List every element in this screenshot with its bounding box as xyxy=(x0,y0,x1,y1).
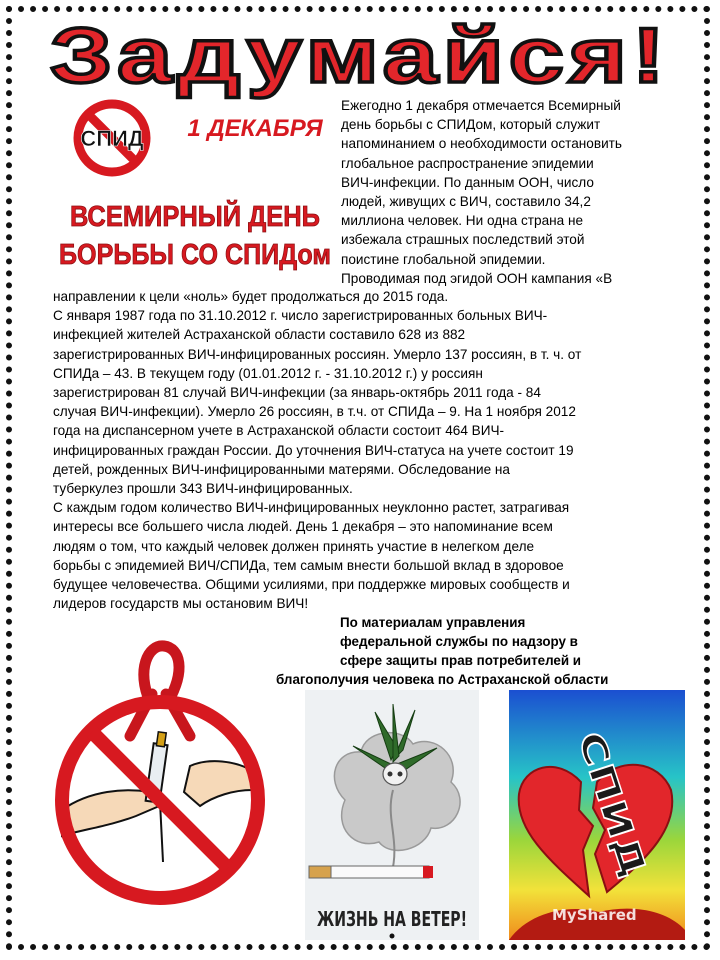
body-line: будущее человечества. Общими усилиями, при поддержке мировых сообществ и xyxy=(53,577,570,593)
source-line: федеральной службы по надзору в xyxy=(340,634,578,649)
intro-line: миллиона человек. Ни одна страна не xyxy=(341,213,584,229)
intro-line: людей, живущих с ВИЧ, составило 34,2 xyxy=(341,194,591,210)
body-line: С января 1987 года по 31.10.2012 г. число зарегистрированных больных ВИЧ- xyxy=(53,308,548,324)
logo-title-line1: ВСЕМИРНЫЙ ДЕНЬ xyxy=(70,201,355,233)
intro-line: поистине глобальной эпидемии. xyxy=(341,251,546,267)
intro-line: Проводимая под эгидой ООН кампания «В xyxy=(341,270,613,286)
intro-line: напоминанием о необходимости остановить xyxy=(341,136,622,152)
world-aids-day-logo xyxy=(50,96,355,286)
red-ribbon-icon xyxy=(130,646,190,736)
body-line: инфицированных граждан России. До уточнения ВИЧ-статуса на учете состоит 19 xyxy=(53,442,574,458)
body-line: зарегистрирован 81 случай ВИЧ-инфекции (за январь-октябрь 2011 года - 84 xyxy=(53,385,541,401)
broken-heart-poster-image xyxy=(509,690,685,940)
body-line: людям о том, что каждый человек должен принять участие в нелегком деле xyxy=(53,538,535,554)
intro-line: Ежегодно 1 декабря отмечается Всемирный xyxy=(341,98,621,113)
intro-line: избежала страшных последствий этой xyxy=(341,232,585,248)
no-drugs-sign-image xyxy=(40,640,278,910)
cigarette-icon xyxy=(309,866,433,878)
poster-caption: ЖИЗНЬ НА ВЕТЕР! xyxy=(317,907,467,931)
watermark: MyShared xyxy=(552,906,637,924)
date-text: 1 ДЕКАБРЯ xyxy=(187,115,323,142)
headline xyxy=(40,12,680,98)
body-line: года на диспансерном учете в Астраханской области состоит 464 ВИЧ- xyxy=(53,423,505,439)
intro-line: ВИЧ-инфекции. По данным ООН, число xyxy=(341,174,594,190)
intro-line: глобальное распространение эпидемии xyxy=(341,155,594,171)
body-text xyxy=(53,287,673,613)
source-attribution xyxy=(276,613,696,689)
body-line: случая ВИЧ-инфекции). Умерло 26 россиян, в т.ч. от СПИДа – 9. На 1 ноября 2012 xyxy=(53,404,576,420)
intro-paragraph xyxy=(341,96,681,288)
body-line: интересы все большего числа людей. День 1 декабря – это напоминание всем xyxy=(53,519,553,535)
no-aids-sign-icon xyxy=(78,104,146,172)
body-line: лидеров государств мы остановим ВИЧ! xyxy=(53,596,309,612)
body-line: инфекцией жителей Астраханской области составило 628 из 882 xyxy=(53,327,466,343)
body-line: зарегистрированных ВИЧ-инфицированных россиян. Умерло 137 россиян, в т. ч. от xyxy=(53,346,582,362)
poster-aids-text: СПИД xyxy=(569,727,642,847)
source-line: сфере защиты прав потребителей и xyxy=(340,653,582,668)
skull-icon xyxy=(383,763,407,785)
body-line: детей, рожденных ВИЧ-инфицированными матерями. Обследование на xyxy=(53,461,510,477)
logo-title-line2: БОРЬБЫ СО СПИДом xyxy=(59,239,331,271)
body-line: СПИДа – 43. В текущем году (01.01.2012 г. - 31.10.2012 г.) у россиян xyxy=(53,365,483,381)
headline-text: Задумайся! xyxy=(50,11,670,99)
body-line: С каждым годом количество ВИЧ-инфицированных неуклонно растет, затрагивая xyxy=(53,500,570,516)
intro-line: день борьбы с СПИДом, который служит xyxy=(341,117,601,133)
smoking-poster-image xyxy=(305,690,479,940)
body-line: туберкулез прошли 343 ВИЧ-инфицированных. xyxy=(53,481,353,497)
source-line: По материалам управления xyxy=(340,615,526,630)
source-line: благополучия человека по Астраханской области xyxy=(276,672,609,687)
body-line: борьбы с эпидемией ВИЧ/СПИДа, тем самым внести большой вклад в здоровое xyxy=(53,557,564,573)
body-line: направлении к цели «ноль» будет продолжаться до 2015 года. xyxy=(53,289,449,304)
stamp-text: СПИД xyxy=(80,126,144,151)
